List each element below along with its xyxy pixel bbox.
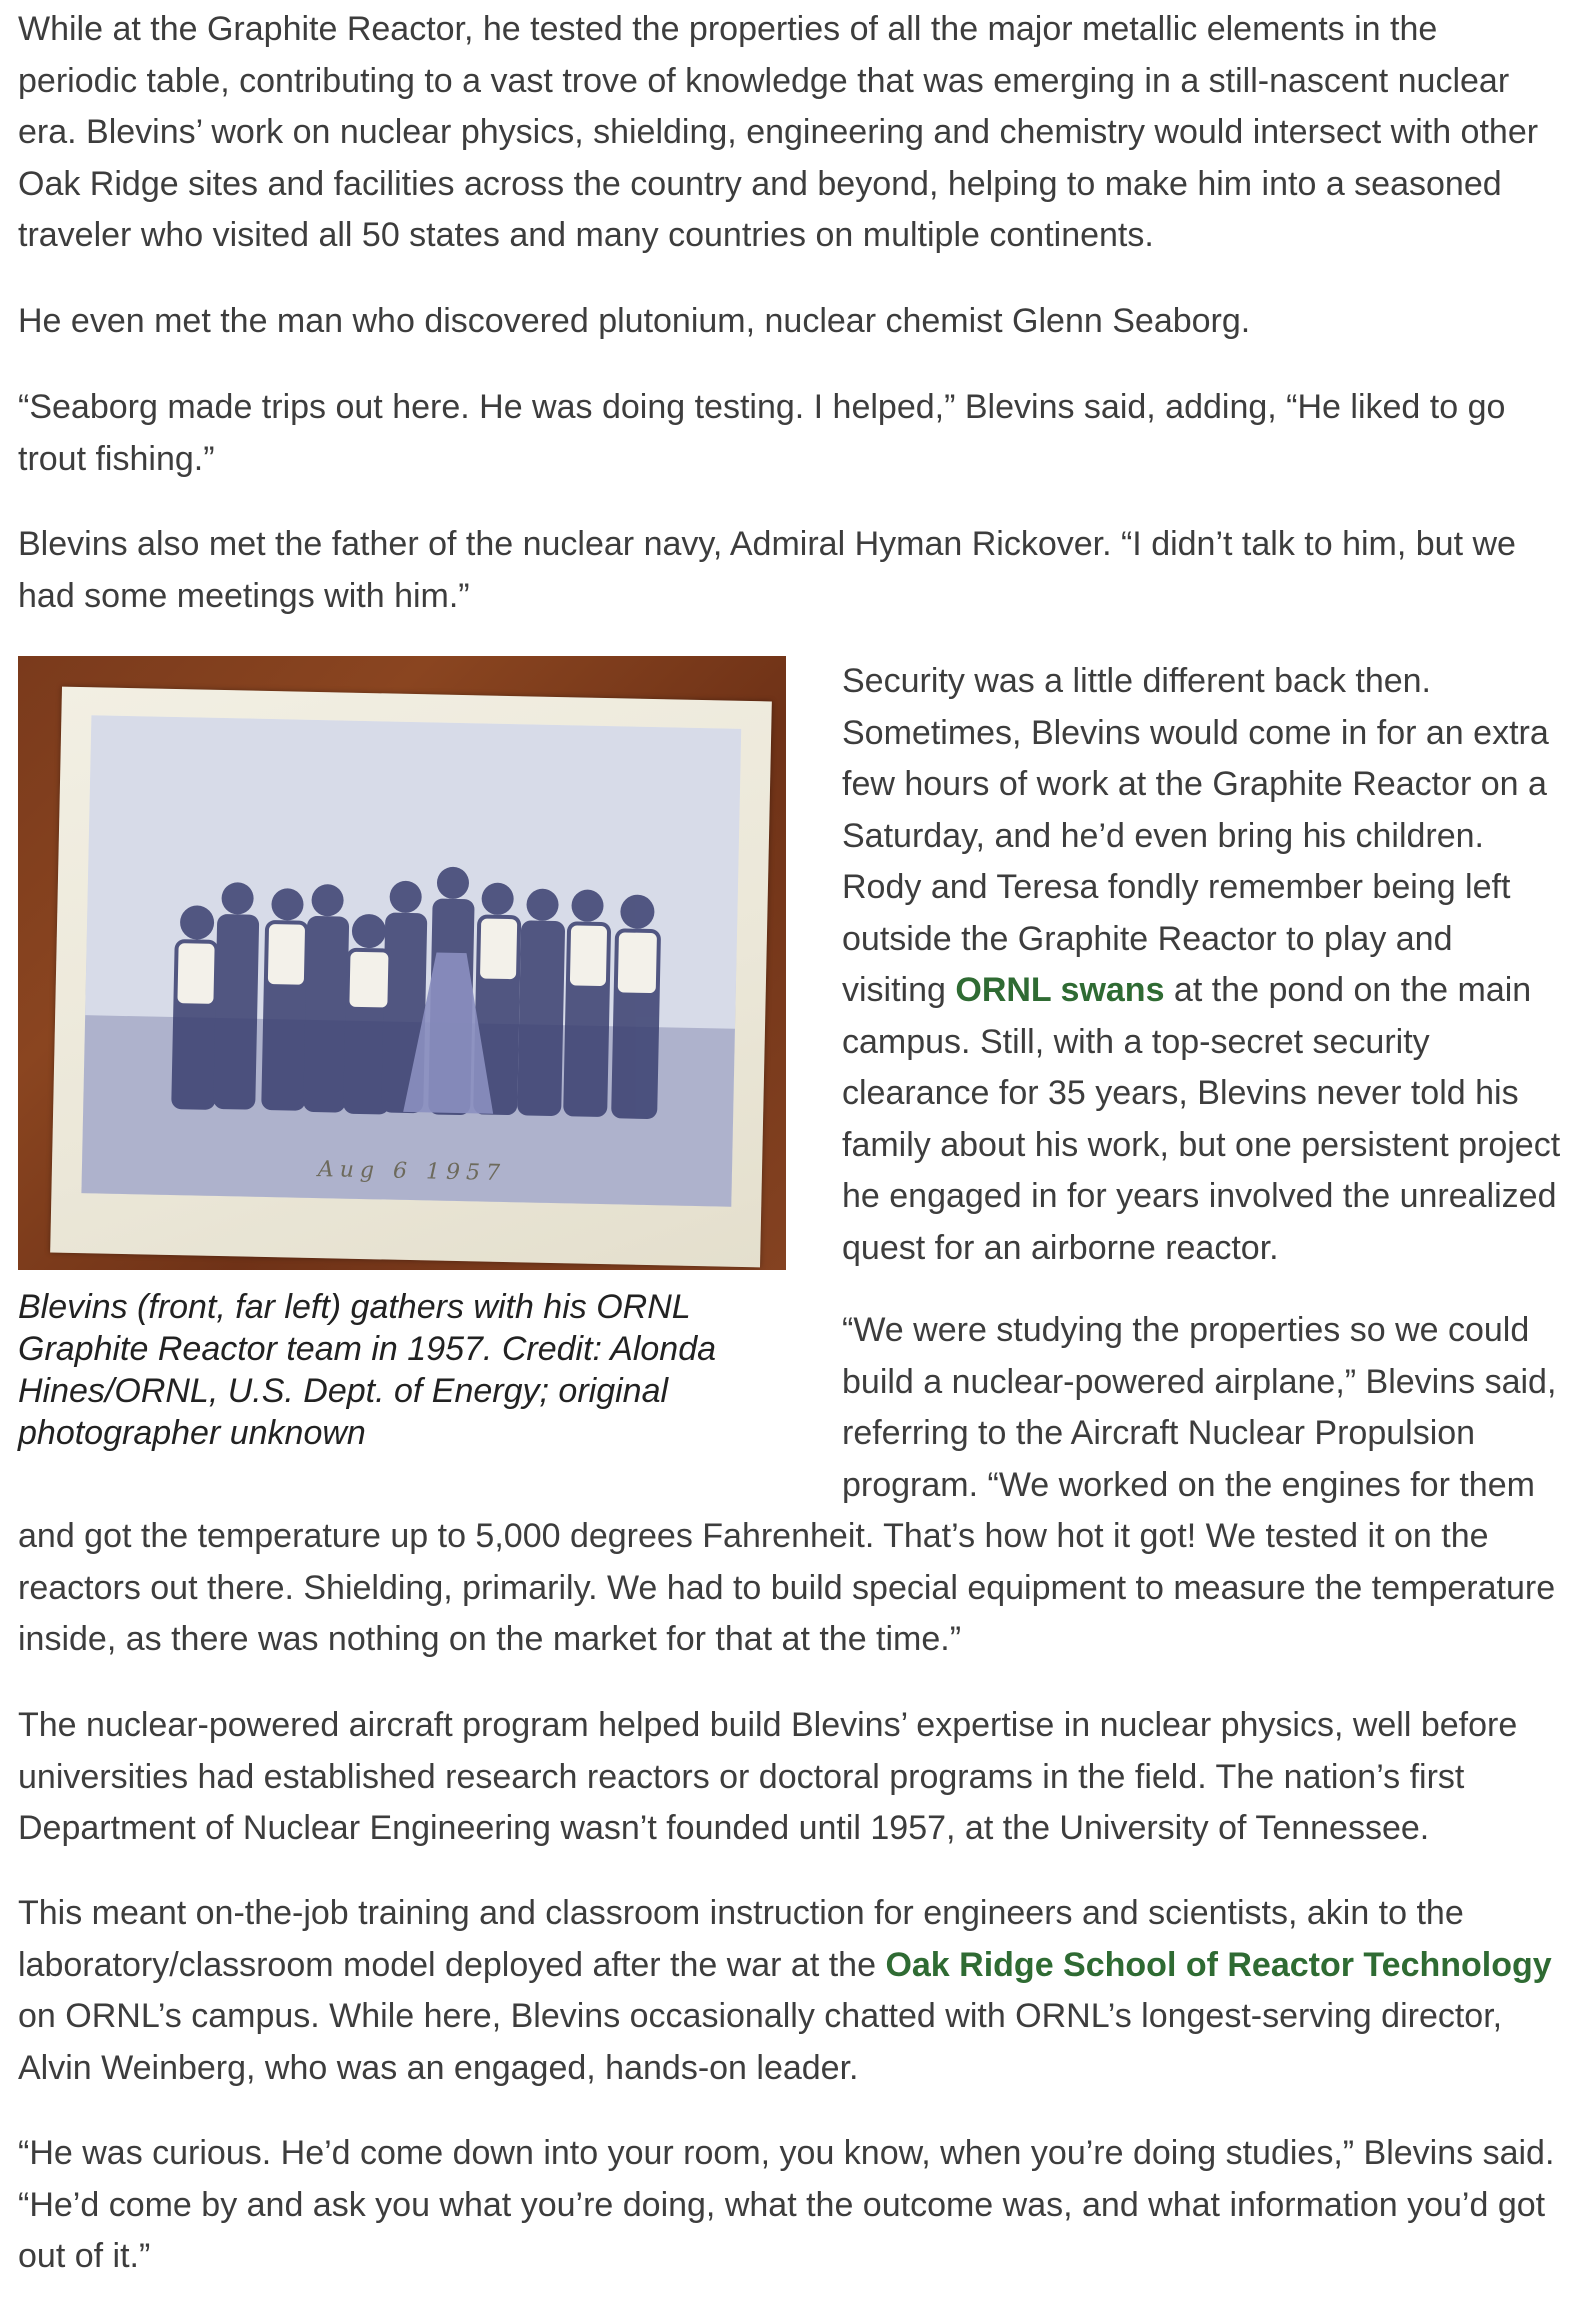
paragraph-weinberg-quote: “He was curious. He’d come down into your room, you know, when you’re doing studies,” Blevins said. “He’d come by and ask you what you’re doing, what the outcome was, and what information you’d got out of it.”	[18, 2134, 1555, 2275]
paragraph-aircraft-program: The nuclear-powered aircraft program helped build Blevins’ expertise in nuclear physics, well before universities had established research reactors or doctoral programs in the field. The nation’s first Department of Nuclear Engineering wasn’t founded until 1957, at the University of Tennessee.	[18, 1706, 1518, 1847]
link-oak-ridge-school-of-reactor-technology[interactable]: Oak Ridge School of Reactor Technology	[885, 1945, 1552, 1984]
paragraph-airplane-quote-start: “We were studying the properties so we could build a nuclear-powered airplane,” Blevins said, referring to the Aircraft Nuclear Propulsion program. “We worked on the engines for them	[842, 1311, 1557, 1504]
paragraph-seaborg-meeting: He even met the man who discovered plutonium, nuclear chemist Glenn Seaborg.	[18, 302, 1251, 340]
paragraph-reactor-school-text-2: on ORNL’s campus. While here, Blevins occasionally chatted with ORNL’s longest-serving director, Alvin Weinberg, who was an engaged, hands-on leader.	[18, 1997, 1503, 2087]
photo-print	[81, 715, 741, 1207]
link-ornl-swans[interactable]: ORNL swans	[955, 971, 1165, 1009]
team-photo-figures	[81, 715, 741, 1207]
photo-paper	[50, 687, 772, 1268]
paragraph-airplane-quote-end: and got the temperature up to 5,000 degrees Fahrenheit. That’s how hot it got! We tested it on the reactors out there. Shielding, primarily. We had to build special equipment to measure the temperature inside, as there was nothing on the market for that at the time.”	[18, 1517, 1556, 1658]
paragraph-seaborg-quote: “Seaborg made trips out here. He was doing testing. I helped,” Blevins said, adding, “He liked to go trout fishing.”	[18, 388, 1506, 478]
paragraph-reactor-school	[18, 1888, 1563, 2094]
photo-date-inscription: Aug 6 1957	[317, 1157, 507, 1187]
article-figure	[18, 656, 786, 1454]
paragraph-graphite-reactor: While at the Graphite Reactor, he tested the properties of all the major metallic elements in the periodic table, contributing to a vast trove of knowledge that was emerging in a still-nascent nuclear era. Blevins’ work on nuclear physics, shielding, engineering and chemistry would intersect with other Oak Ridge sites and facilities across the country and beyond, helping to make him into a seasoned traveler who visited all 50 states and many countries on multiple continents.	[18, 10, 1539, 254]
team-photo	[18, 656, 786, 1270]
paragraph-reactor-school-text-1: This meant on-the-job training and classroom instruction for engineers and scientists, akin to the laboratory/classroom model deployed after the war at the	[18, 1894, 1464, 1984]
paragraph-security-text-2: at the pond on the main campus. Still, with a top-secret security clearance for 35 years, Blevins never told his family about his work, but one persistent project he engaged in for years involved the unrealized quest for an airborne reactor.	[842, 971, 1561, 1267]
paragraph-security-text-1: Security was a little different back then. Sometimes, Blevins would come in for an extra few hours of work at the Graphite Reactor on a Saturday, and he’d even bring his children. Rody and Teresa fondly remember being left outside the Graphite Reactor to play and visiting	[842, 662, 1549, 1009]
figure-caption: Blevins (front, far left) gathers with his ORNL Graphite Reactor team in 1957. Credit: Alonda Hines/ORNL, U.S. Dept. of Energy; original photographer unknown	[18, 1288, 717, 1452]
paragraph-rickover: Blevins also met the father of the nuclear navy, Admiral Hyman Rickover. “I didn’t talk to him, but we had some meetings with him.”	[18, 525, 1516, 615]
paragraph-security	[842, 656, 1562, 1274]
